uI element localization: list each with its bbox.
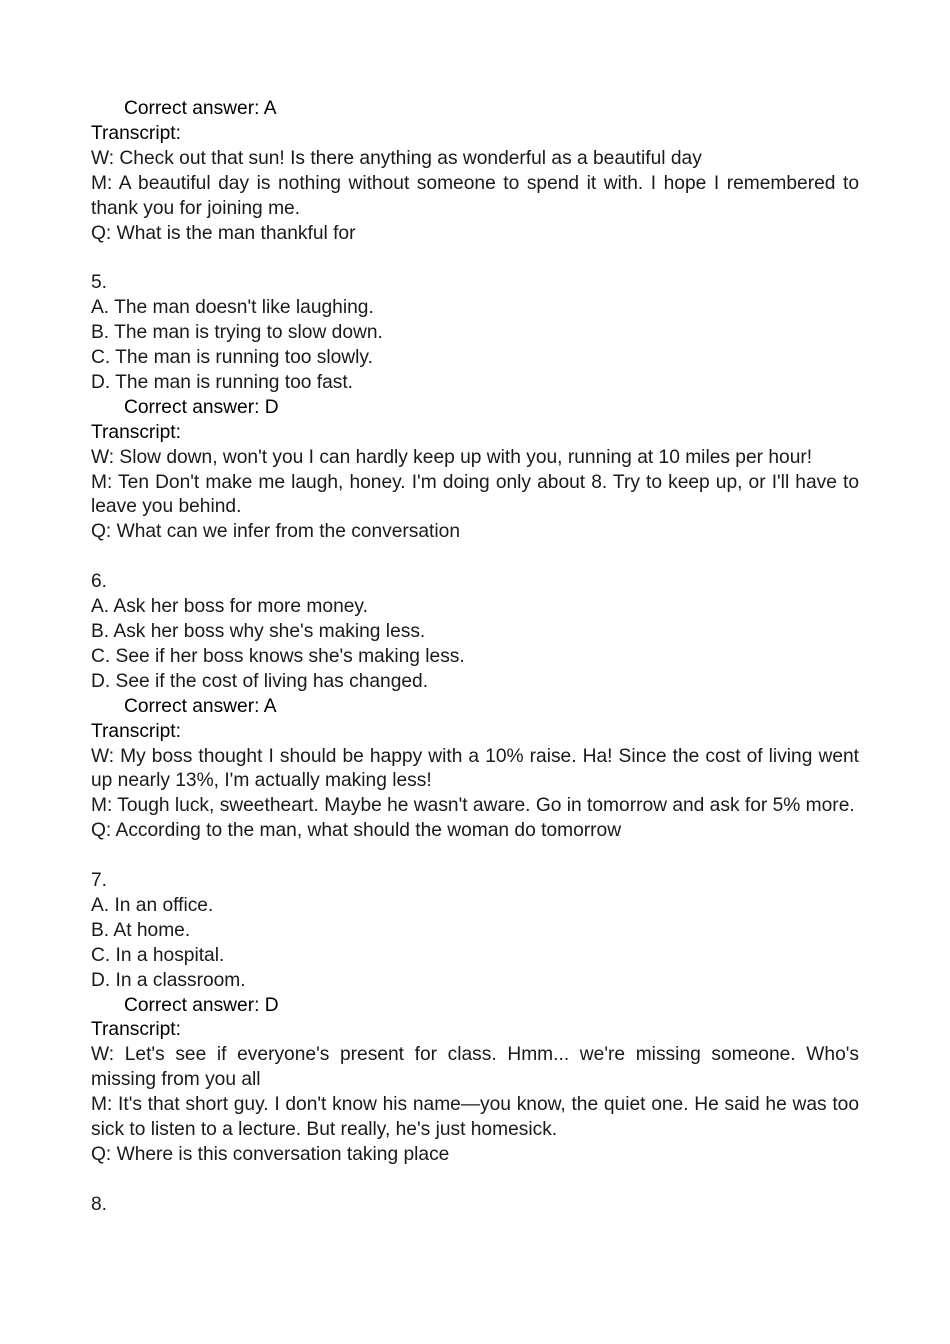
correct-answer: Correct answer: A: [124, 695, 277, 717]
option: B. The man is trying to slow down.: [91, 322, 383, 344]
correct-answer: Correct answer: D: [124, 396, 279, 418]
correct-answer: Correct answer: D: [124, 994, 279, 1016]
option: D. In a classroom.: [91, 969, 246, 991]
transcript-man: M: A beautiful day is nothing without someone to spend it with. I hope I remembered to thank you for joining me.: [91, 172, 859, 219]
transcript-woman: W: My boss thought I should be happy with a 10% raise. Ha! Since the cost of living went up nearly 13%, I'm actually making less!: [91, 745, 859, 792]
option: D. See if the cost of living has changed.: [91, 670, 429, 692]
question-number: 8.: [91, 1193, 108, 1215]
transcript-question: Q: According to the man, what should the woman do tomorrow: [91, 820, 622, 842]
transcript-label: Transcript:: [91, 720, 181, 742]
spacer: [91, 246, 859, 271]
transcript-question: Q: What can we infer from the conversation: [91, 521, 460, 543]
option: B. Ask her boss why she's making less.: [91, 621, 426, 642]
transcript-label: Transcript:: [91, 421, 181, 443]
transcript-label: Transcript:: [91, 122, 181, 144]
transcript-man: M: Ten Don't make me laugh, honey. I'm doing only about 8. Try to keep up, or I'll have to leave you behind.: [91, 471, 859, 518]
transcript-label: Transcript:: [91, 1019, 181, 1041]
option: C. In a hospital.: [91, 944, 225, 966]
question-number: 7.: [91, 870, 108, 892]
option: A. Ask her boss for more money.: [91, 596, 368, 618]
transcript-woman: W: Slow down, won't you I can hardly keep up with you, running at 10 miles per hour!: [91, 446, 813, 468]
question-number: 6.: [91, 571, 108, 593]
transcript-man: M: Tough luck, sweetheart. Maybe he wasn't aware. Go in tomorrow and ask for 5% more.: [91, 795, 855, 817]
document-page: [91, 97, 859, 1218]
transcript-woman: W: Let's see if everyone's present for class. Hmm... we're missing someone. Who's missing from you all: [91, 1044, 859, 1091]
question-number: 5.: [91, 272, 108, 294]
spacer: [91, 545, 859, 570]
option: A. The man doesn't like laughing.: [91, 297, 374, 319]
option: B. At home.: [91, 919, 191, 941]
transcript-question: Q: What is the man thankful for: [91, 222, 356, 244]
spacer: [91, 844, 859, 869]
correct-answer: Correct answer: A: [124, 98, 277, 119]
option: C. The man is running too slowly.: [91, 347, 373, 369]
transcript-man: M: It's that short guy. I don't know his name—you know, the quiet one. He said he was too sick to listen to a lecture. But really, he's just homesick.: [91, 1094, 859, 1141]
transcript-woman: W: Check out that sun! Is there anything as wonderful as a beautiful day: [91, 147, 702, 169]
transcript-question: Q: Where is this conversation taking place: [91, 1144, 450, 1166]
spacer: [91, 1168, 859, 1193]
option: D. The man is running too fast.: [91, 371, 354, 393]
option: A. In an office.: [91, 894, 214, 916]
option: C. See if her boss knows she's making less.: [91, 645, 465, 667]
